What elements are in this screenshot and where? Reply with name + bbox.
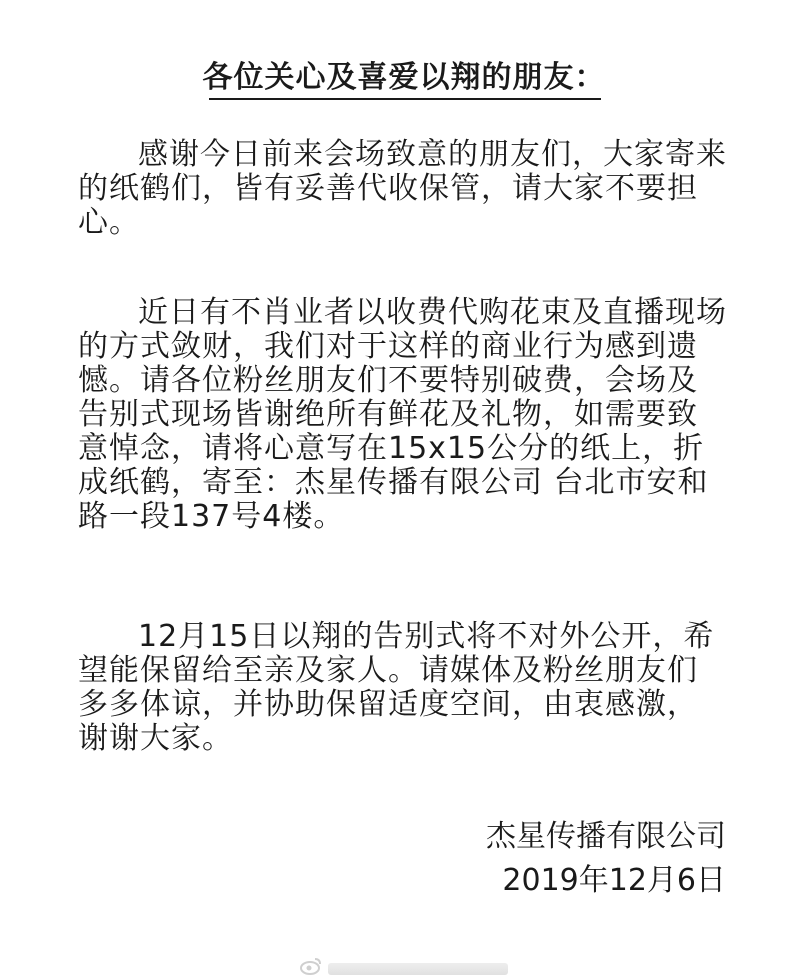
signature-date: 2019年12月6日: [502, 863, 726, 898]
paragraph-funeral: 12月15日以翔的告别式将不对外公开，希望能保留给至亲及家人。请媒体及粉丝朋友们多多体谅，并协助保留适度空间，由衷感激，谢谢大家。: [78, 619, 715, 756]
watermark-text-blur: [328, 963, 508, 975]
title-underline: [209, 98, 601, 100]
page-title: 各位关心及喜爱以翔的朋友：: [202, 60, 606, 95]
watermark: [300, 955, 520, 975]
weibo-logo-icon: [300, 957, 322, 975]
paragraph-thanks: 感谢今日前来会场致意的朋友们，大家寄来的纸鹤们，皆有妥善代收保管，请大家不要担心。: [78, 137, 727, 240]
paragraph-notice: 近日有不肖业者以收费代购花束及直播现场的方式敛财，我们对于这样的商业行为感到遗憾。请各位粉丝朋友们不要特别破费，会场及告别式现场皆谢绝所有鲜花及礼物，如需要致意悼念，请将心意写在15x15公分的纸上，折成纸鹤，寄至：杰星传播有限公司 台北市安和路一段137号4楼。: [78, 295, 727, 534]
signature-company: 杰星传播有限公司: [486, 819, 726, 854]
